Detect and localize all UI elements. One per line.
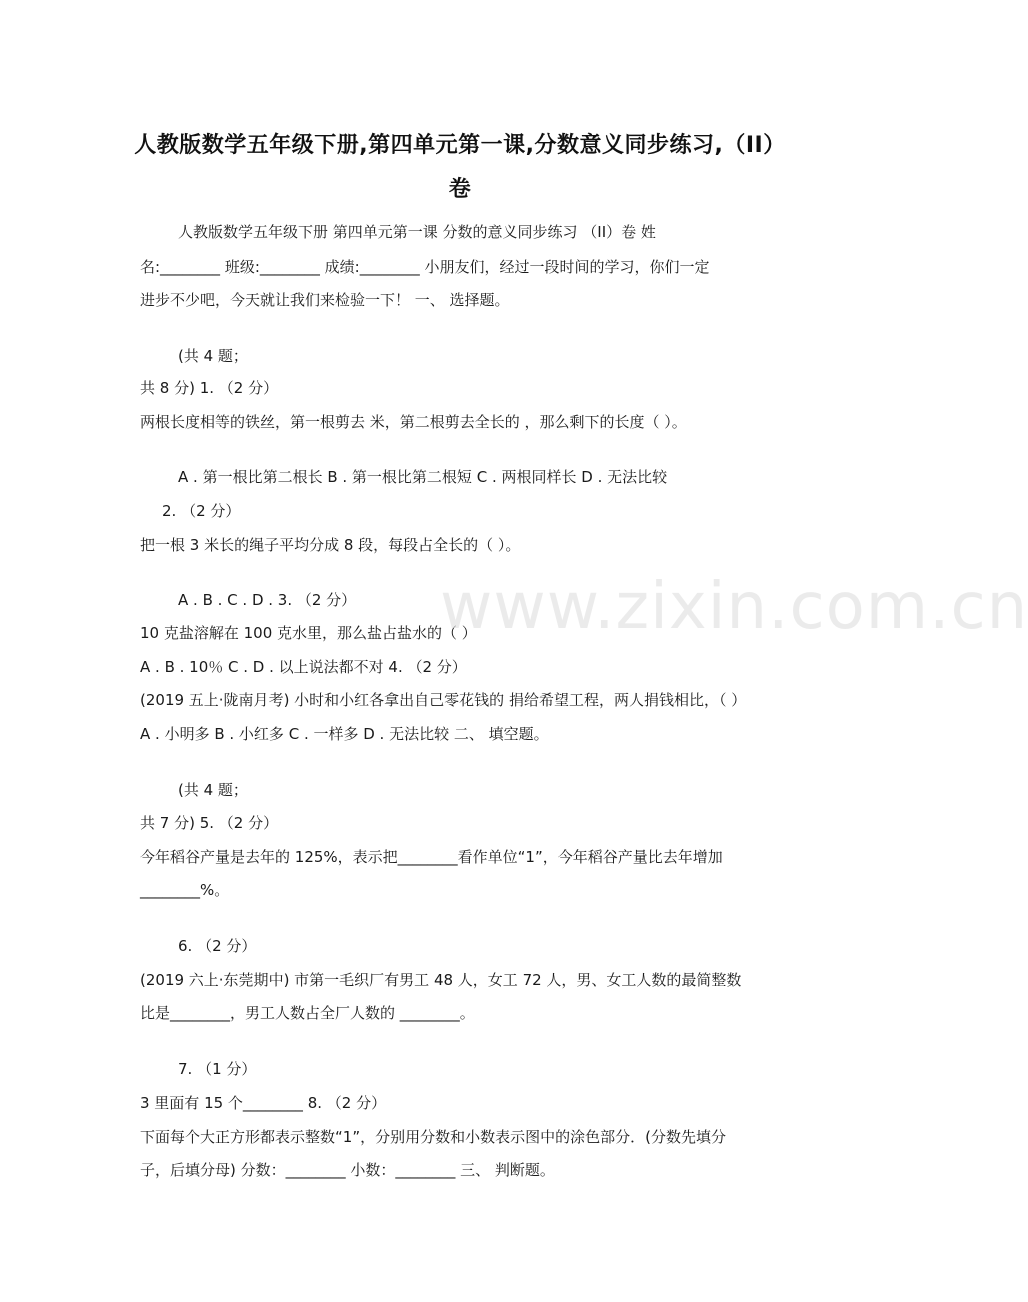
question-5-text: 今年稻谷产量是去年的 125%，表示把________看作单位“1”，今年稻谷产量比去年增加 <box>140 848 723 866</box>
question-4-text: (2019 五上·陇南月考) 小时和小红各拿出自己零花钱的 捐给希望工程，两人捐钱相比，（ ） <box>140 691 747 709</box>
question-7-text: 3 里面有 15 个________ 8. （2 分） <box>140 1094 387 1112</box>
section-heading-choice: 进步不少吧，今天就让我们来检验一下！ 一、 选择题。 <box>140 291 510 309</box>
question-6-text-cont: 比是________，男工人数占全厂人数的 ________。 <box>140 1004 475 1022</box>
question-5-header: 共 7 分) 5. （2 分） <box>140 814 279 832</box>
question-6-header: 6. （2 分） <box>178 937 257 955</box>
question-2-text: 把一根 3 米长的绳子平均分成 8 段，每段占全长的（ ）。 <box>140 536 521 554</box>
question-3-options: A . B . 10％ C . D . 以上说法都不对 4. （2 分） <box>140 658 467 676</box>
intro-line: 人教版数学五年级下册 第四单元第一课 分数的意义同步练习 （II）卷 姓 <box>178 223 656 241</box>
section-count: (共 4 题； <box>178 347 248 365</box>
question-2-options: A . B . C . D . 3. （2 分） <box>178 591 357 609</box>
section-count: (共 4 题； <box>178 781 248 799</box>
question-8-text-cont: 子，后填分母) 分数：________ 小数：________ 三、 判断题。 <box>140 1161 555 1179</box>
document-title-line-1: 人教版数学五年级下册,第四单元第一课,分数意义同步练习,（II） <box>134 133 786 158</box>
question-1-text: 两根长度相等的铁丝，第一根剪去 米，第二根剪去全长的 ，那么剩下的长度（ ）。 <box>140 413 687 431</box>
question-1-header: 共 8 分) 1. （2 分） <box>140 379 279 397</box>
watermark: www.zixin.com.cn <box>440 570 1028 644</box>
document-title-line-2: 卷 <box>448 177 472 202</box>
question-4-options: A . 小明多 B . 小红多 C . 一样多 D . 无法比较 二、 填空题。 <box>140 725 549 743</box>
question-3-text: 10 克盐溶解在 100 克水里，那么盐占盐水的（ ） <box>140 624 477 642</box>
question-5-text-cont: ________%。 <box>140 881 230 899</box>
question-8-text: 下面每个大正方形都表示整数“1”，分别用分数和小数表示图中的涂色部分．(分数先填分 <box>140 1128 726 1146</box>
student-info-line: 名:________ 班级:________ 成绩:________ 小朋友们，经过一段时间的学习，你们一定 <box>140 258 710 276</box>
question-1-options: A . 第一根比第二根长 B . 第一根比第二根短 C . 两根同样长 D . 无法比较 <box>178 468 668 486</box>
question-2-header: 2. （2 分） <box>162 502 241 520</box>
question-7-header: 7. （1 分） <box>178 1060 257 1078</box>
question-6-text: (2019 六上·东莞期中) 市第一毛织厂有男工 48 人，女工 72 人，男、女工人数的最简整数 <box>140 971 742 989</box>
